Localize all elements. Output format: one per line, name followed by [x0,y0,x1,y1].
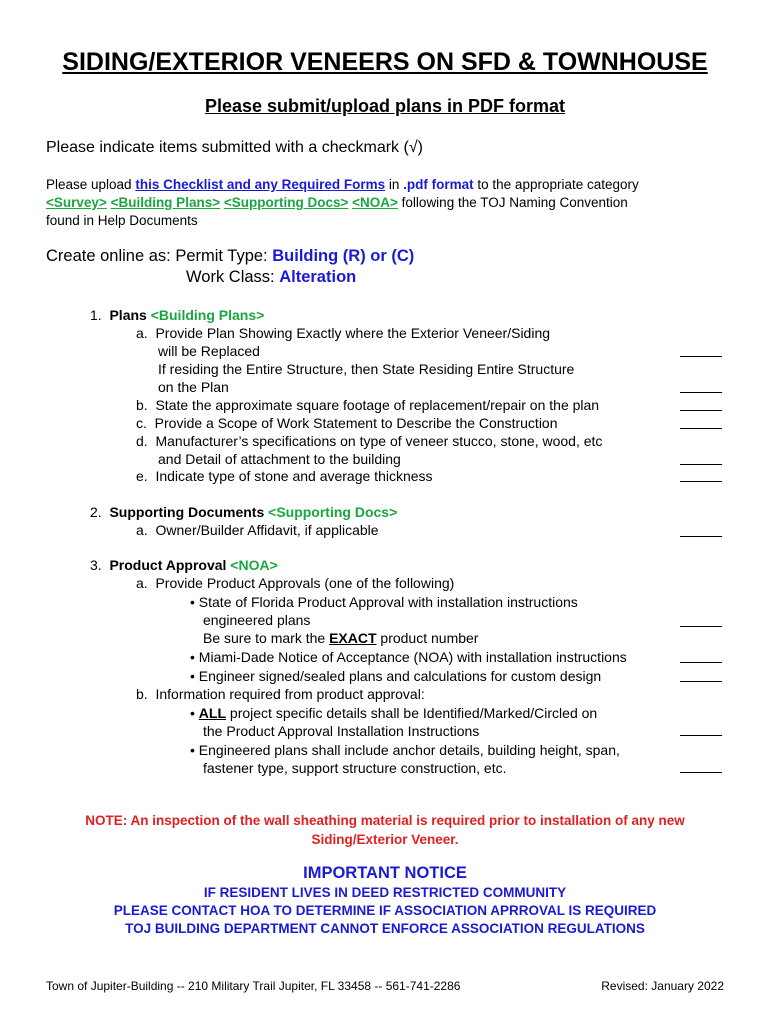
item-3b-bullet-2-line2: fastener type, support structure construction, etc. [203,760,507,776]
section-1-heading: 1. Plans <Building Plans> [90,307,265,323]
page-title: SIDING/EXTERIOR VENEERS ON SFD & TOWNHOUSE [62,48,708,76]
noa-tag[interactable]: <NOA> [352,195,398,210]
check-line-1e[interactable] [680,481,722,482]
check-line-3a-2[interactable] [680,662,722,663]
check-line-1d[interactable] [680,464,722,465]
item-3a-bullet-3: • Engineer signed/sealed plans and calculations for custom design [190,668,602,684]
check-line-2a[interactable] [680,536,722,537]
checklist-link[interactable]: this Checklist and any Required Forms [135,177,386,192]
checkmark-instruction: Please indicate items submitted with a checkmark (√) [46,139,423,156]
check-line-3b-1[interactable] [680,735,722,736]
notice-line-3: TOJ BUILDING DEPARTMENT CANNOT ENFORCE ASSOCIATION REGULATIONS [125,921,645,936]
item-3a-bullet-1-line3: Be sure to mark the EXACT product number [203,630,479,646]
check-line-3a-3[interactable] [680,681,722,682]
item-3a: a. Provide Product Approvals (one of the following) [136,575,455,591]
item-3a-bullet-1-line2: engineered plans [203,612,311,628]
survey-tag[interactable]: <Survey> [46,195,107,210]
page-subtitle: Please submit/upload plans in PDF format [204,96,566,116]
notice-line-2: PLEASE CONTACT HOA TO DETERMINE IF ASSOCIATION APRROVAL IS REQUIRED [113,903,657,918]
item-1c: c. Provide a Scope of Work Statement to Describe the Construction [136,415,558,431]
item-2a: a. Owner/Builder Affidavit, if applicable [136,522,379,538]
item-1b: b. State the approximate square footage of replacement/repair on the plan [136,397,600,413]
important-notice-heading: IMPORTANT NOTICE [303,864,467,882]
check-line-1a-2[interactable] [680,392,722,393]
check-line-1a-1[interactable] [680,356,722,357]
item-3b-bullet-1-line2: the Product Approval Installation Instructions [203,723,480,739]
item-1a-line3: If residing the Entire Structure, then State Residing Entire Structure [158,361,575,377]
item-1a-line2: will be Replaced [158,343,260,359]
item-1e: e. Indicate type of stone and average thickness [136,468,433,484]
check-line-3a-1[interactable] [680,626,722,627]
footer-address: Town of Jupiter-Building -- 210 Military Trail Jupiter, FL 33458 -- 561-741-2286 [46,979,461,993]
check-line-3b-2[interactable] [680,772,722,773]
section-2-heading: 2. Supporting Documents <Supporting Docs> [90,504,398,520]
inspection-note: NOTE: An inspection of the wall sheathing material is required prior to installation of any new Siding/Exterior Veneer. [85,813,685,847]
upload-instructions: Please upload this Checklist and any Required Forms in .pdf format to the appropriate category <Survey> <Building Plans> <Supporting Docs> <NOA> following the TOJ Naming Convention found in Help Documents [46,177,639,228]
item-1a-line4: on the Plan [158,379,229,395]
notice-line-1: IF RESIDENT LIVES IN DEED RESTRICTED COMMUNITY [203,885,567,900]
item-3b-bullet-1: • ALL project specific details shall be Identified/Marked/Circled on [190,705,598,721]
check-line-1c[interactable] [680,428,722,429]
work-class: Work Class: Alteration [186,268,357,286]
item-3b-bullet-2: • Engineered plans shall include anchor details, building height, span, [190,742,620,758]
footer-revised: Revised: January 2022 [601,979,724,993]
work-class-value: Alteration [279,268,357,286]
item-1d-line2: and Detail of attachment to the building [158,451,401,467]
building-plans-tag[interactable]: <Building Plans> [110,195,221,210]
item-3a-bullet-2: • Miami-Dade Notice of Acceptance (NOA) with installation instructions [190,649,627,665]
permit-type: Building (R) or (C) [272,247,415,265]
section-3-heading: 3. Product Approval <NOA> [90,557,278,573]
item-1a: a. Provide Plan Showing Exactly where the Exterior Veneer/Siding [136,325,551,341]
create-online: Create online as: Permit Type: Building (R) or (C) [46,247,415,265]
item-3a-bullet-1: • State of Florida Product Approval with installation instructions [190,594,578,610]
check-line-1b[interactable] [680,410,722,411]
item-1d: d. Manufacturer’s specifications on type of veneer stucco, stone, wood, etc [136,433,603,449]
supporting-docs-tag[interactable]: <Supporting Docs> [223,195,349,210]
item-3b: b. Information required from product approval: [136,686,425,702]
